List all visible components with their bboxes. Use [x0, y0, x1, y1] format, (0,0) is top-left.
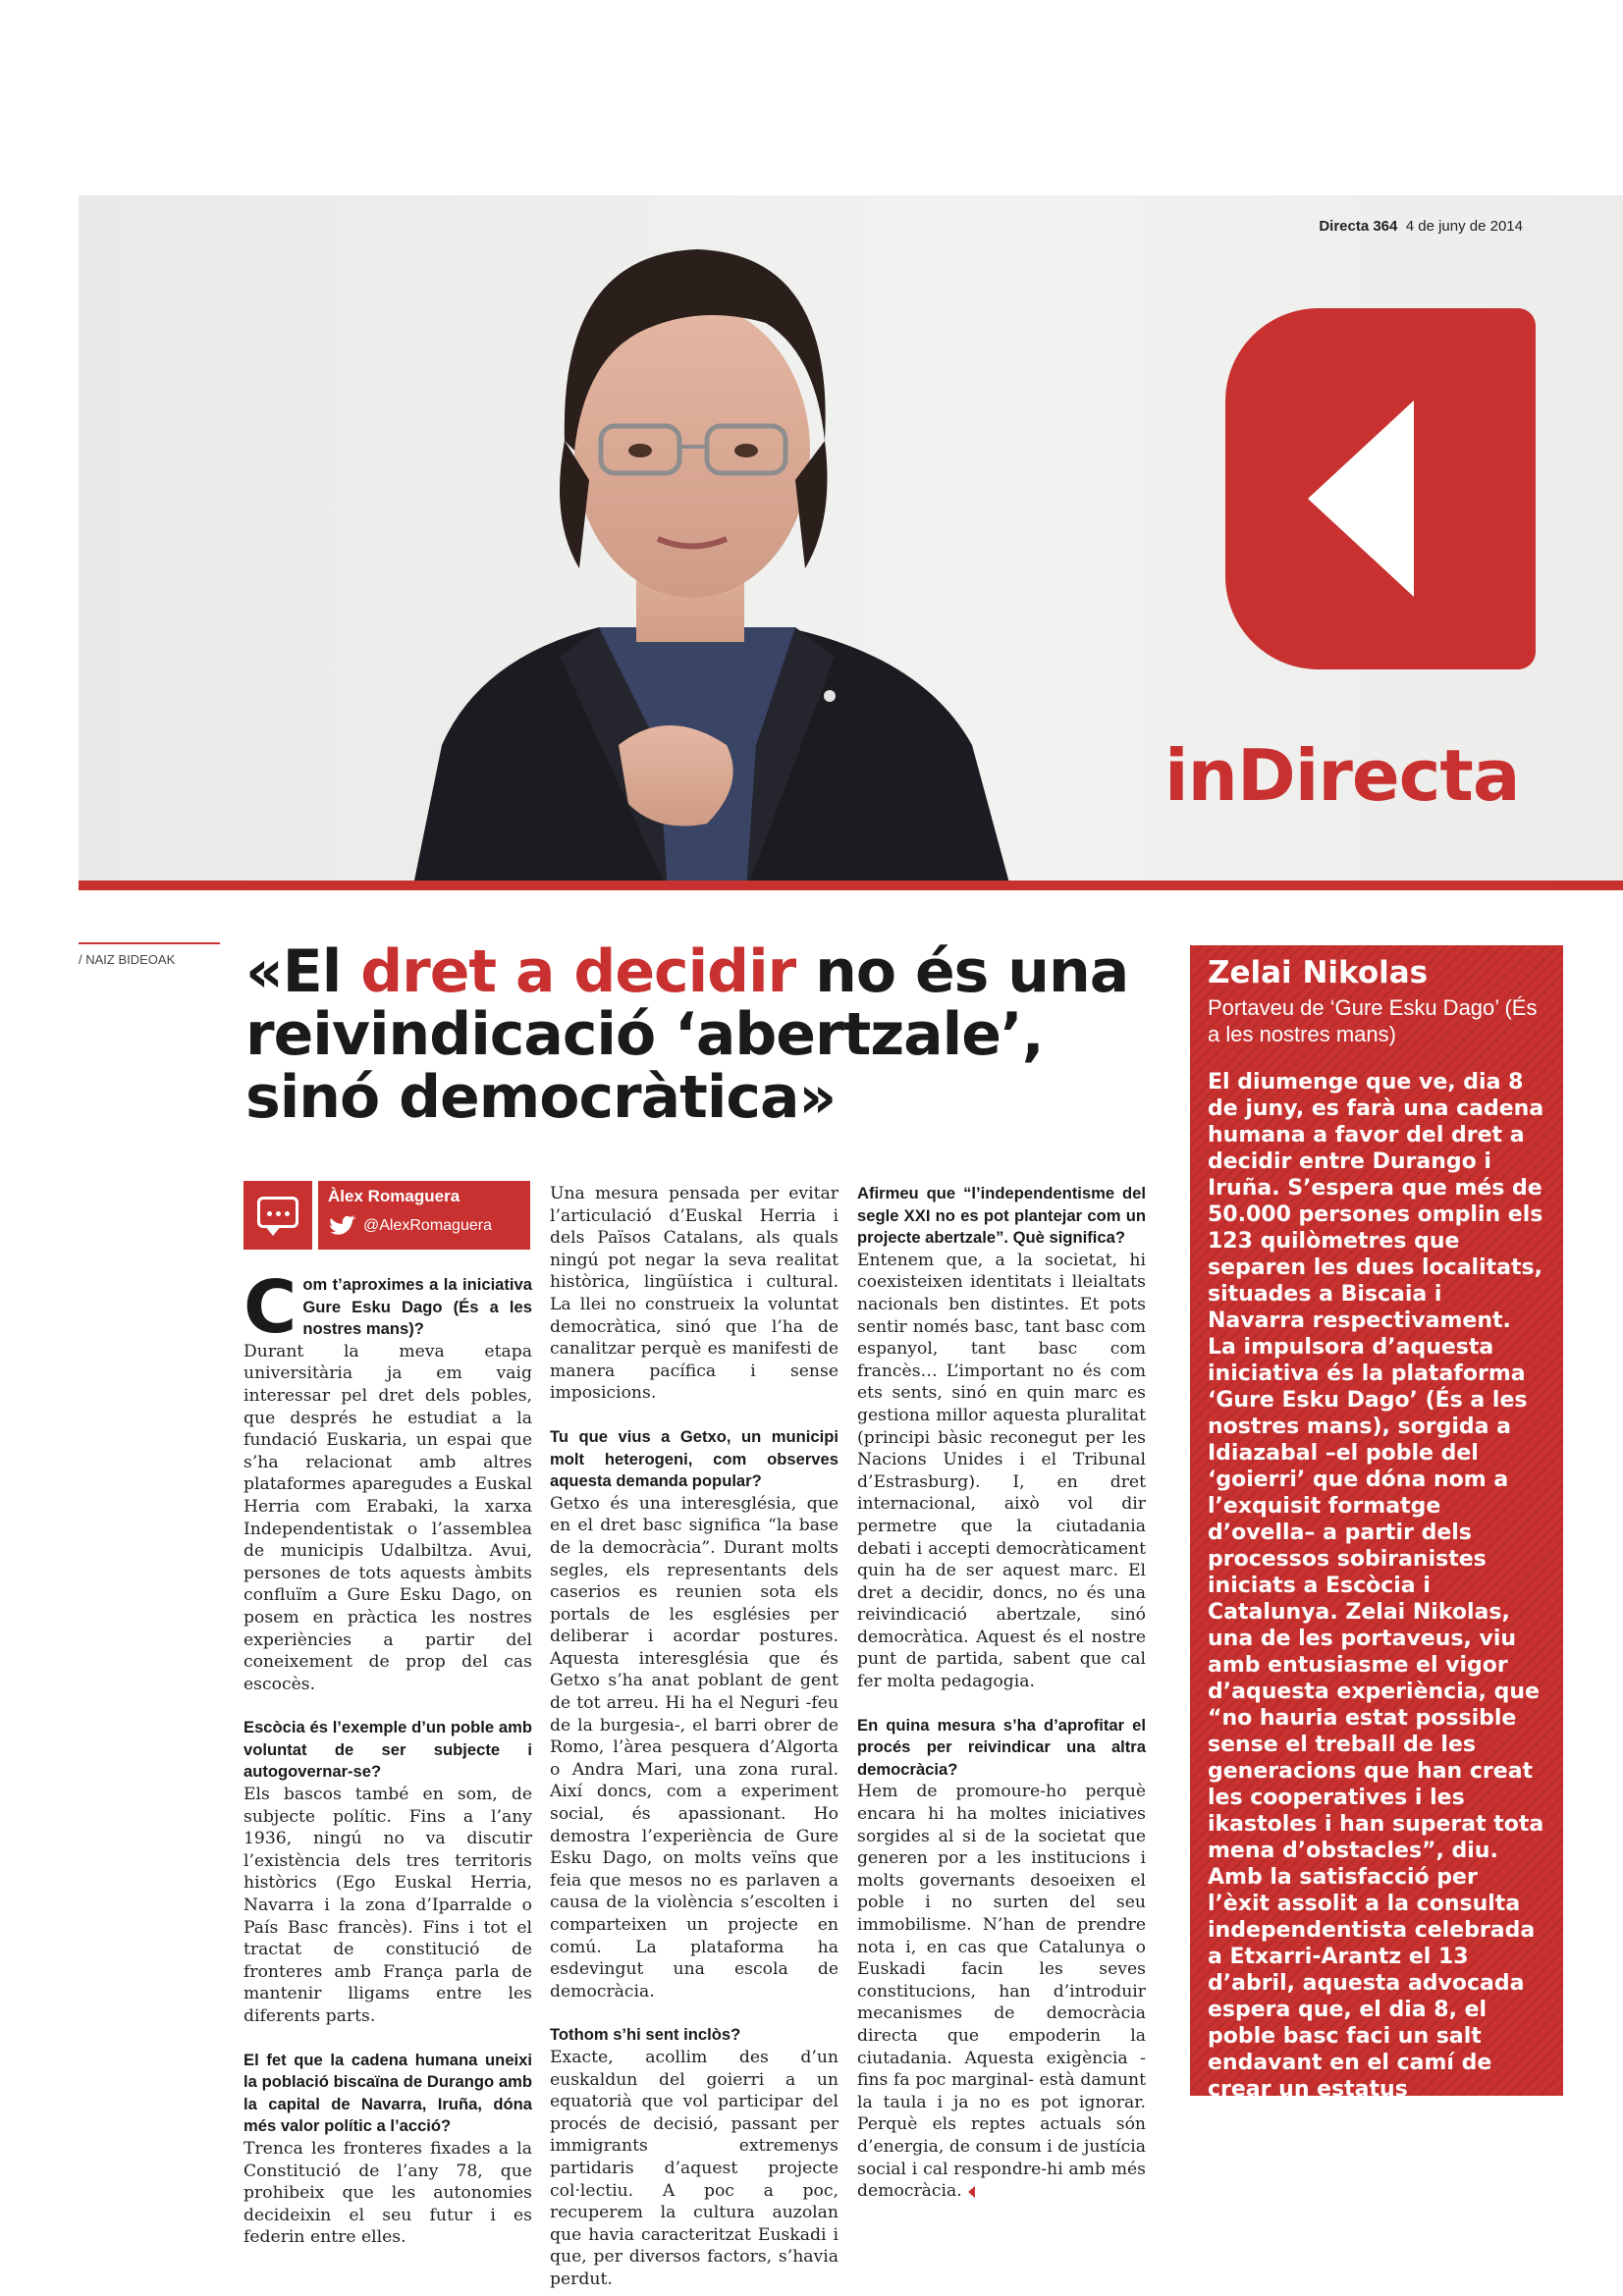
- issue-date: 4 de juny de 2014: [1405, 218, 1523, 235]
- question: Afirmeu que “l’independentisme del segle XXI no es pot plantejar com un projecte abertzale”. Què significa?: [857, 1184, 1146, 1248]
- twitter-bird-icon: [328, 1214, 357, 1238]
- byline: [243, 1181, 530, 1250]
- issue-info: [1319, 218, 1523, 235]
- headline-part2: no és una reivindicació ‘abertzale’, sinó democràtica»: [245, 937, 1129, 1132]
- section-title: inDirecta: [1164, 734, 1520, 817]
- answer: Una mesura pensada per evitar l’articulació d’Euskal Herria i dels Països Catalans, als quals ningú pot negar la seva realitat històrica, lingüística i cultural. La llei no construeix la voluntat democràtica, sinó que l’ha de canalitzar perquè es manifesti de manera pacífica i sense imposicions.: [550, 1184, 839, 1404]
- answer: Trenca les fronteres fixades a la Constitució de l’any 78, que prohibeix que les autonomies decideixin el seu futur i es federin entre elles.: [243, 2138, 532, 2248]
- answer: Getxo és una interesglésia, que en el dret basc significa “la base de la democràcia”. Durant molts segles, els representants dels caserios es reunien sota els portals de les esglésies per deliberar i acordar postures. Aquesta interesglésia que és Getxo s’ha anat poblant de gent de tot arreu. Hi ha el Neguri -feu de la burgesia-, el barri obrer de Romo, l’àrea pesquera d’Algorta o Andra Mari, una zona rural. Així doncs, com a experiment social, és apassionant. Ho demostra l’experiència de Gure Esku Dago, on molts veïns que feia que mesos no es parlaven a causa de la violència s’escolten i comparteixen un projecte en comú. La plataforma ha esdevingut una escola de democràcia.: [550, 1493, 839, 2002]
- hero-accent-strip: [79, 881, 1623, 890]
- author-twitter[interactable]: @AlexRomaguera: [363, 1217, 492, 1234]
- end-triangle-icon: [968, 2186, 975, 2198]
- photo-credit: / NAIZ BIDEOAK: [79, 952, 176, 967]
- sidebar-text: El diumenge que ve, dia 8 de juny, es farà una cadena humana a favor del dret a decidir entre Durango i Iruña. S’espera que més de 50.000 persones omplin els 123 quilòmetres que separen les dues localitats, situades a Biscaia i Navarra respectivament. La impulsora d’aquesta iniciativa és la plataforma ‘Gure Esku Dago’ (És a les nostres mans), sorgida a Idiazabal –el poble del ‘goierri’ que dóna nom a l’exquisit formatge d’ovella– a partir dels processos sobiranistes iniciats a Escòcia i Catalunya. Zelai Nikolas, una de les portaveus, viu amb entusiasme el vigor d’aquesta experiència, que “no hauria estat possible sense el treball de les generacions que han creat les cooperatives i les ikastoles i han superat tota mena d’obstacles”, diu. Amb la satisfacció per l’èxit assolit a la consulta independentista celebrada a Etxarri-Arantz el 13 d’abril, aquesta advocada espera que, el dia 8, el poble basc faci un salt endavant en el camí de crear un estatus radicalment democràtic.: [1208, 1070, 1544, 2128]
- question: Tothom s’hi sent inclòs?: [550, 2025, 741, 2045]
- answer: Els bascos també en som, de subjecte polític. Fins a l’any 1936, ningú no va discutir l’existència dels tres territoris històrics (Ego Euskal Herria, Navarra i la zona d’Iparralde o País Basc francès). Fins i tot el tractat de constitució de fronteres amb França parla de mantenir lligams entre les diferents parts.: [243, 1785, 532, 2026]
- speech-bubble-icon: [243, 1181, 312, 1250]
- author-name: Àlex Romaguera: [328, 1187, 460, 1205]
- headline-highlight: dret a decidir: [360, 937, 796, 1006]
- headline: [245, 937, 1159, 1132]
- lead-question: Com t’aproximes a la iniciativa Gure Esku Dago (És a les nostres mans)?: [243, 1265, 532, 1350]
- question: Escòcia és l’exemple d’un poble amb voluntat de ser subjecte i autogovernar-se?: [243, 1718, 532, 1782]
- dropcap: C: [243, 1265, 298, 1350]
- answer: Hem de promoure-ho perquè encara hi ha moltes iniciatives sorgides al si de la societat que generen por a les institucions i molts governants desoeixen el poble i no surten del seu immobilisme. N’han de prendre nota i, en cas que Catalunya o Euskadi facin les seves constitucions, han d’introduir mecanismes de democràcia directa que empoderin la ciutadania. Aquesta exigència -fins fa poc marginal- està damunt la taula i ja no es pot ignorar. Perquè els reptes actuals són d’energia, de consum i de justícia social i cal respondre-hi amb més democràcia.: [857, 1782, 1146, 2202]
- question: El fet que la cadena humana uneixi la població biscaïna de Durango amb la capital de Navarra, Iruña, dóna més valor polític a l’acció?: [243, 2050, 532, 2136]
- column-2: [550, 1183, 839, 2291]
- answer: Durant la meva etapa universitària ja em vaig interessar pel dret dels pobles, que després he estudiat a la fundació Euskaria, un espai que s’ha relacionat amb altres plataformes aparegudes a Euskal Herria com Erabaki, la xarxa Independentistak o l’assemblea de municipis Udalbiltza. Avui, persones de tots aquests àmbits confluïm a Gure Esku Dago, on posem en pràctica les nostres experiències a partir del coneixement de prop del cas escocès.: [243, 1341, 532, 1694]
- question: Tu que vius a Getxo, un municipi molt heterogeni, com observes aquesta demanda popular?: [550, 1426, 839, 1491]
- issue-number: Directa 364: [1319, 218, 1398, 235]
- headline-part1: «El: [245, 937, 361, 1006]
- column-3: [857, 1183, 1146, 2203]
- column-1: [243, 1265, 532, 2249]
- answer: Exacte, acollim des d’un euskaldun del goierri a un equatorià que vol participar del procés de decisió, passant per immigrants extremenys partidaris d’aquest projecte col·lectiu. A poc a poc, recuperem la cultura auzolan que havia caracteritzat Euskadi i que, per diversos factors, s’havia perdut.: [550, 2047, 839, 2289]
- credit-rule: [79, 942, 220, 944]
- profile-sidebar: [1190, 945, 1563, 2128]
- byline-author-box: [318, 1181, 530, 1250]
- logo-triangle: [1308, 400, 1414, 597]
- sidebar-role: Portaveu de ‘Gure Esku Dago’ (És a les nostres mans): [1208, 995, 1538, 1046]
- question: En quina mesura s’ha d’aprofitar el procés per reivindicar una altra democràcia?: [857, 1715, 1146, 1779]
- sidebar-name: Zelai Nikolas: [1208, 955, 1429, 990]
- portrait-illustration: [373, 195, 1060, 890]
- answer: Entenem que, a la societat, hi coexisteixen identitats i lleialtats nacionals ben distintes. Et pots sentir només basc, tant basc com espanyol, tant basc com francès… L’important no és com ets sents, sinó en quin marc es gestiona millor aquesta pluralitat (principi bàsic reconegut per les Nacions Unides i el Tribunal d’Estrasburg). I, en dret internacional, això vol dir permetre que la ciutadania debati i accepti democràticament quin ha de ser aquest marc. El dret a decidir, doncs, no és una reivindicació abertzale, sinó democràtica. Aquest és el nostre punt de partida, sabent que cal fer molta pedagogia.: [857, 1250, 1146, 1692]
